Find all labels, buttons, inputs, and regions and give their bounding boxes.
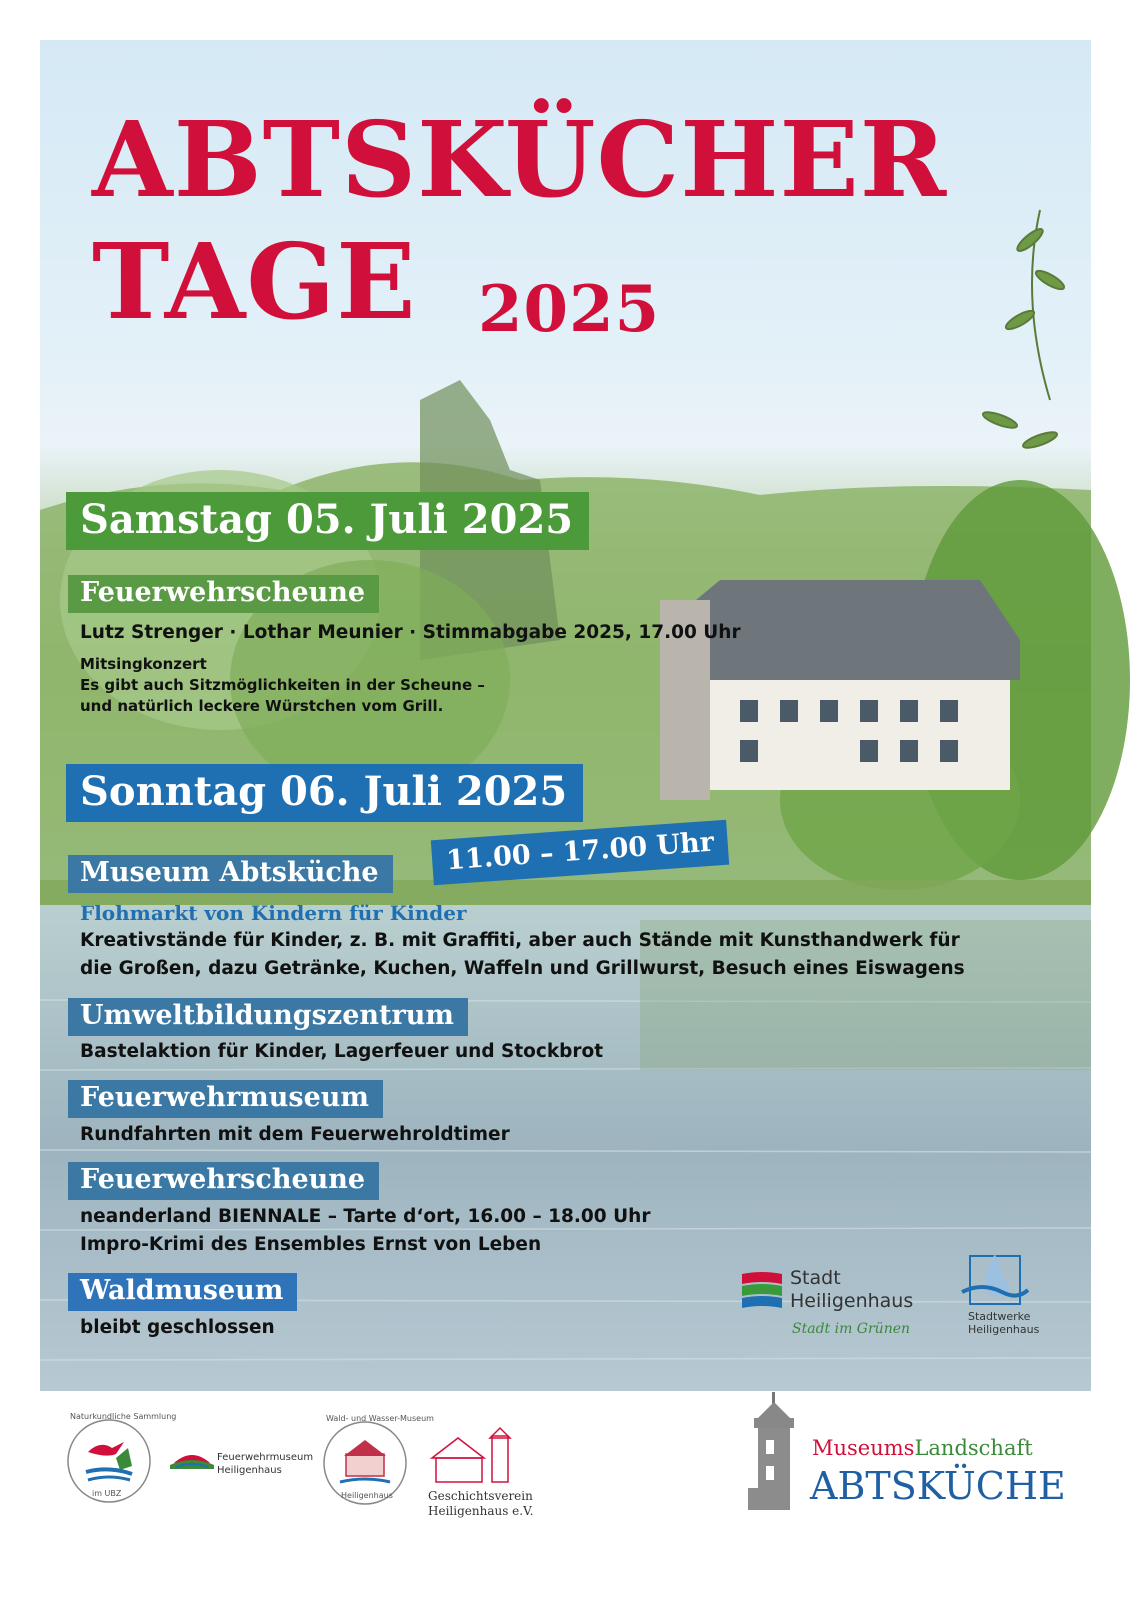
stadt-label: Stadt <box>790 1267 841 1289</box>
stadt-heiligenhaus-flag-icon <box>742 1270 782 1310</box>
sunday-flohmarkt-highlight: Flohmarkt von Kindern für Kinder <box>80 901 467 925</box>
saturday-date-banner: Samstag 05. Juli 2025 <box>66 492 589 550</box>
stadtwerke-label-2: Heiligenhaus <box>968 1323 1040 1336</box>
sunday-ubz-line: Bastelaktion für Kinder, Lagerfeuer und Stockbrot <box>80 1041 604 1062</box>
geschichtsverein-label-2: Heiligenhaus e.V. <box>428 1504 534 1518</box>
saturday-program-line: Lutz Strenger · Lothar Meunier · Stimmabgabe 2025, 17.00 Uhr <box>80 622 741 643</box>
stadtwerke-drop-icon <box>962 1252 1028 1308</box>
sunday-location-waldmuseum: Waldmuseum <box>68 1273 297 1311</box>
stadtwerke-label-1: Stadtwerke <box>968 1310 1031 1323</box>
sunday-location-museum-abtskueche: Museum Abtsküche <box>68 855 393 893</box>
sunday-museum-line-2: die Großen, dazu Getränke, Kuchen, Waffeln und Grillwurst, Besuch eines Eiswagens <box>80 958 965 979</box>
sunday-feuerwehrmuseum-line: Rundfahrten mit dem Feuerwehroldtimer <box>80 1124 510 1145</box>
title-year: 2025 <box>478 272 661 347</box>
feuerwehrmuseum-logo-icon <box>170 1439 214 1469</box>
geschichtsverein-house-icon <box>428 1428 524 1484</box>
feuerwehrmuseum-footer-label-2: Heiligenhaus <box>217 1465 282 1476</box>
sunday-location-feuerwehrmuseum: Feuerwehrmuseum <box>68 1080 383 1118</box>
title-line-1: ABTSKÜCHER <box>92 98 948 221</box>
museumslandschaft-label <box>812 1436 1033 1460</box>
museums-part: Museums <box>812 1436 915 1460</box>
saturday-info-line-2: und natürlich leckere Würstchen vom Grill. <box>80 697 444 715</box>
wald-und-wasser-museum-bottom-text: Heiligenhaus <box>341 1491 393 1500</box>
wald-und-wasser-museum-ring-text: Wald- und Wasser-Museum <box>326 1414 434 1423</box>
sunday-scheune-line-2: Impro-Krimi des Ensembles Ernst von Leben <box>80 1234 542 1255</box>
abtskueche-wordmark: ABTSKÜCHE <box>810 1464 1066 1508</box>
saturday-info-line-1: Es gibt auch Sitzmöglichkeiten in der Scheune – <box>80 676 485 694</box>
sunday-location-umweltbildungszentrum: Umweltbildungszentrum <box>68 998 468 1036</box>
poster-photo <box>40 40 1091 1391</box>
sunday-date-banner: Sonntag 06. Juli 2025 <box>66 764 583 822</box>
naturkundliche-sammlung-ring-text: Naturkundliche Sammlung <box>70 1412 177 1421</box>
naturkundliche-sammlung-bottom-text: im UBZ <box>92 1489 122 1498</box>
landschaft-part: Landschaft <box>914 1436 1033 1460</box>
stadt-heiligenhaus-label: Heiligenhaus <box>790 1290 914 1312</box>
sunday-location-feuerwehrscheune: Feuerwehrscheune <box>68 1162 379 1200</box>
sunday-waldmuseum-line: bleibt geschlossen <box>80 1317 275 1338</box>
saturday-concert-line: Mitsingkonzert <box>80 655 207 673</box>
saturday-location-label: Feuerwehrscheune <box>68 575 379 613</box>
feuerwehrmuseum-footer-label-1: Feuerwehrmuseum <box>217 1452 314 1463</box>
geschichtsverein-label-1: Geschichtsverein <box>428 1489 533 1503</box>
sunday-scheune-line-1: neanderland BIENNALE – Tarte d‘ort, 16.00 – 18.00 Uhr <box>80 1206 651 1227</box>
sunday-time-badge: 11.00 – 17.00 Uhr <box>431 820 730 886</box>
sunday-museum-line-1: Kreativstände für Kinder, z. B. mit Graffiti, aber auch Stände mit Kunsthandwerk für <box>80 930 960 951</box>
abtskueche-tower-icon <box>744 1392 804 1514</box>
stadt-tagline: Stadt im Grünen <box>792 1321 911 1337</box>
title-line-2: TAGE <box>92 220 417 343</box>
